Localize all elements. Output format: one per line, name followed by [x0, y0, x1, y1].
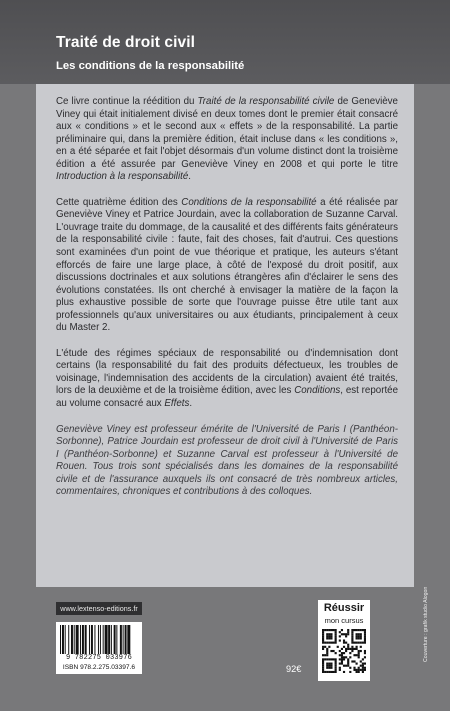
qr-module	[339, 650, 341, 652]
qr-module	[351, 633, 353, 635]
barcode-bar	[65, 625, 66, 654]
qr-module	[322, 654, 324, 656]
qr-module	[356, 654, 358, 656]
qr-module	[358, 671, 360, 673]
badge-title: Réussir	[323, 602, 365, 614]
barcode-bar	[125, 625, 127, 654]
qr-module	[335, 660, 337, 662]
qr-module	[364, 629, 366, 631]
qr-module	[351, 648, 353, 650]
qr-module	[341, 658, 343, 660]
qr-module	[341, 629, 343, 631]
barcode-bar	[100, 625, 101, 654]
barcode-bar	[82, 625, 84, 654]
qr-module	[326, 650, 328, 652]
qr-module	[322, 635, 324, 637]
qr-module	[326, 667, 328, 669]
qr-module	[328, 665, 330, 667]
qr-module	[322, 637, 324, 639]
qr-module	[341, 663, 343, 665]
qr-module	[328, 646, 330, 648]
italic-run-3: Effets	[164, 398, 190, 410]
text-run-2: a été réalisée par Geneviève Viney et Patrice Jourdain, avec la collaboration de Suzanne Carval. L'ouvrage traite du dommage, de la causalité et des différents faits générateurs de la responsabilité civile : faute, fait des choses, fait d'autrui. Ces questions sont examinées d'un point de vue théorique et pratique, les auteurs s'étant efforcés de faire une large place, à côté de l'exposé du droit positif, aux discussions doctrinales et aux solutions étrangères afin d'éclairer le sens des évolutions constatées. Ils ont cherché à envisager la matière de la façon la plus exhaustive possible de sorte que l'ouvrage puisse être utile tant aux professionnels qu'aux universitaires ou aux étudiants, principalement à ceux du Master 2.	[56, 196, 398, 334]
qr-module	[324, 671, 326, 673]
qr-module	[330, 635, 332, 637]
qr-module	[339, 669, 341, 671]
qr-module	[332, 650, 334, 652]
qr-module	[341, 656, 343, 658]
barcode-bar	[127, 625, 130, 654]
qr-module	[360, 650, 362, 652]
qr-module	[356, 648, 358, 650]
qr-module	[330, 650, 332, 652]
qr-module	[343, 671, 345, 673]
qr-module	[339, 663, 341, 665]
qr-module	[347, 631, 349, 633]
qr-module	[335, 658, 337, 660]
text-run-0: Ce livre continue la réédition du	[56, 96, 198, 107]
qr-module	[330, 667, 332, 669]
qr-module	[351, 642, 353, 644]
qr-module	[322, 667, 324, 669]
qr-module	[328, 637, 330, 639]
qr-module	[358, 633, 360, 635]
qr-module	[349, 667, 351, 669]
qr-module	[326, 648, 328, 650]
qr-module	[360, 629, 362, 631]
qr-module	[351, 646, 353, 648]
qr-module	[364, 669, 366, 671]
qr-module	[326, 629, 328, 631]
qr-module	[330, 637, 332, 639]
qr-module	[347, 660, 349, 662]
qr-module	[362, 667, 364, 669]
blurb-paragraph-3	[56, 348, 398, 411]
qr-module	[343, 656, 345, 658]
qr-module	[322, 633, 324, 635]
italic-run-1: Conditions de la responsabilité	[181, 196, 317, 208]
barcode-bar	[98, 625, 99, 654]
text-run-0: Cette quatrième édition des	[56, 196, 182, 208]
qr-module	[335, 663, 337, 665]
qr-module	[360, 665, 362, 667]
qr-module	[343, 658, 345, 660]
qr-module	[322, 665, 324, 667]
barcode-bar	[103, 625, 104, 654]
qr-module	[343, 633, 345, 635]
qr-module	[356, 633, 358, 635]
text-run-4: .	[188, 171, 191, 183]
barcode-bar	[62, 625, 64, 654]
barcode-bar	[74, 625, 75, 654]
qr-module	[362, 665, 364, 667]
qr-module	[351, 629, 353, 631]
text-run-2: de Geneviève Viney qui était initialement divisé en deux tomes dont le premier était consacré aux « conditions » et le second aux « effets » de la responsabilité. La partie préliminaire qui, dans la première édition, était incluse dans « les conditions », en a été séparée et fait l'objet désormais d'un volume distinct dont la troisième édition a été assurée par Geneviève Viney en 2008 et qui porte le titre	[56, 96, 398, 170]
qr-module	[347, 663, 349, 665]
qr-module	[326, 665, 328, 667]
qr-module	[343, 665, 345, 667]
price: 92€	[286, 664, 302, 674]
qr-module	[330, 658, 332, 660]
qr-module	[330, 671, 332, 673]
qr-module	[353, 660, 355, 662]
qr-module	[341, 633, 343, 635]
italic-run-1: Conditions	[294, 385, 341, 397]
qr-module	[351, 660, 353, 662]
qr-module	[322, 631, 324, 633]
qr-module	[335, 629, 337, 631]
qr-module	[360, 635, 362, 637]
qr-module	[360, 646, 362, 648]
barcode-bar	[80, 625, 81, 654]
qr-module	[322, 629, 324, 631]
barcode-bar	[111, 625, 112, 654]
qr-module	[341, 652, 343, 654]
qr-module	[364, 639, 366, 641]
barcode-bar	[60, 625, 61, 654]
qr-module	[360, 669, 362, 671]
qr-module	[322, 669, 324, 671]
blurb-paragraph-2	[56, 197, 398, 335]
qr-module	[330, 633, 332, 635]
qr-module	[362, 671, 364, 673]
qr-module	[364, 635, 366, 637]
qr-module	[360, 660, 362, 662]
author-bio-text: Geneviève Viney est professeur émérite de l'Université de Paris I (Panthéon-Sorbonne), Patrice Jourdain est professeur de droit civil à l'Université de Paris I (Panthéon-Sorbonne) et Suzanne Carval est professeur à l'Université de Rouen. Tous trois sont spécialisés dans les domaines de la responsabilité civile et de l'assurance auxquels ils ont consacré de très nombreux articles, commentaires, chroniques et contributions à des colloques.	[56, 423, 398, 498]
qr-module	[322, 648, 324, 650]
qr-module	[328, 671, 330, 673]
qr-module	[335, 665, 337, 667]
qr-module	[356, 671, 358, 673]
qr-module	[349, 648, 351, 650]
qr-module	[339, 631, 341, 633]
qr-module	[326, 652, 328, 654]
qr-module	[322, 646, 324, 648]
qr-module	[364, 633, 366, 635]
qr-module	[328, 642, 330, 644]
qr-module	[353, 667, 355, 669]
qr-module	[364, 631, 366, 633]
qr-module	[339, 654, 341, 656]
qr-module	[322, 639, 324, 641]
qr-module	[364, 656, 366, 658]
qr-module	[326, 633, 328, 635]
qr-module	[328, 633, 330, 635]
qr-module	[332, 658, 334, 660]
qr-module	[322, 660, 324, 662]
qr-module	[364, 652, 366, 654]
qr-module	[335, 652, 337, 654]
qr-module	[345, 635, 347, 637]
qr-module	[345, 665, 347, 667]
barcode-bar	[120, 625, 122, 654]
qr-module	[351, 637, 353, 639]
qr-module	[330, 665, 332, 667]
qr-module	[358, 667, 360, 669]
qr-module	[362, 658, 364, 660]
barcode-bar	[94, 625, 95, 654]
qr-module	[356, 642, 358, 644]
qr-module	[328, 658, 330, 660]
reussir-badge	[318, 600, 370, 681]
qr-module	[362, 663, 364, 665]
qr-module	[347, 665, 349, 667]
qr-module	[330, 663, 332, 665]
qr-module	[324, 629, 326, 631]
qr-module	[335, 669, 337, 671]
qr-module	[339, 667, 341, 669]
qr-module	[358, 635, 360, 637]
qr-module	[353, 654, 355, 656]
qr-module	[328, 635, 330, 637]
barcode-bar	[68, 625, 69, 654]
qr-module	[349, 652, 351, 654]
barcode-bar	[76, 625, 79, 654]
qr-module	[345, 656, 347, 658]
qr-module	[335, 671, 337, 673]
qr-module	[343, 639, 345, 641]
publisher-website: www.lextenso-editions.fr	[56, 602, 142, 615]
qr-module	[343, 642, 345, 644]
qr-module	[335, 639, 337, 641]
qr-module	[339, 639, 341, 641]
qr-module	[358, 642, 360, 644]
qr-module	[353, 669, 355, 671]
qr-module	[326, 654, 328, 656]
qr-module	[347, 646, 349, 648]
qr-module	[347, 658, 349, 660]
qr-module	[356, 637, 358, 639]
qr-module	[330, 629, 332, 631]
qr-module	[353, 648, 355, 650]
qr-module	[341, 654, 343, 656]
author-bio	[56, 424, 398, 499]
barcode-bar	[71, 625, 73, 654]
qr-module	[335, 633, 337, 635]
qr-module	[332, 629, 334, 631]
qr-module	[362, 642, 364, 644]
qr-module	[324, 642, 326, 644]
barcode-bar	[89, 625, 90, 654]
qr-module	[335, 667, 337, 669]
qr-module	[332, 671, 334, 673]
qr-module	[349, 656, 351, 658]
qr-module	[364, 642, 366, 644]
barcode	[56, 622, 142, 674]
qr-module	[326, 658, 328, 660]
qr-module	[349, 671, 351, 673]
barcode-bar	[91, 625, 93, 654]
qr-module	[324, 654, 326, 656]
badge-subtitle: mon cursus	[324, 616, 364, 625]
qr-module	[322, 671, 324, 673]
isbn: ISBN 978.2.275.03397.6	[62, 664, 136, 671]
qr-module	[335, 642, 337, 644]
blurb	[56, 96, 398, 499]
qr-module	[335, 635, 337, 637]
qr-code-icon	[322, 629, 366, 673]
barcode-bar	[114, 625, 116, 654]
qr-module	[324, 658, 326, 660]
qr-module	[322, 663, 324, 665]
qr-module	[343, 646, 345, 648]
qr-module	[353, 642, 355, 644]
qr-module	[360, 633, 362, 635]
qr-module	[345, 648, 347, 650]
qr-module	[339, 658, 341, 660]
barcode-bar	[123, 625, 124, 654]
qr-module	[360, 637, 362, 639]
qr-module	[322, 658, 324, 660]
text-run-0: L'étude des régimes spéciaux de responsabilité ou d'indemnisation dont certains (la responsabilité du fait des produits défectueux, les troubles de voisinage, l'indemnisation des accidents de la circulation) avaient été traités, lors de la deuxième et de la troisième édition, avec les	[56, 347, 398, 397]
qr-module	[356, 629, 358, 631]
qr-module	[328, 667, 330, 669]
qr-module	[360, 642, 362, 644]
qr-module	[358, 652, 360, 654]
barcode-bar	[85, 625, 87, 654]
qr-module	[345, 642, 347, 644]
qr-module	[324, 646, 326, 648]
qr-module	[358, 629, 360, 631]
qr-module	[356, 635, 358, 637]
qr-module	[351, 650, 353, 652]
italic-run-1: Traité de la responsabilité civile	[197, 96, 335, 107]
qr-module	[358, 654, 360, 656]
book-subtitle: Les conditions de la responsabilité	[56, 60, 245, 72]
qr-module	[358, 656, 360, 658]
qr-module	[347, 633, 349, 635]
qr-module	[345, 633, 347, 635]
text-run-4: .	[189, 398, 193, 410]
barcode-number: 9 782275 033976	[65, 654, 132, 662]
qr-module	[358, 650, 360, 652]
qr-module	[364, 663, 366, 665]
qr-module	[339, 635, 341, 637]
qr-module	[364, 667, 366, 669]
qr-module	[364, 637, 366, 639]
text-run-2: , est reportée au volume consacré aux	[56, 385, 398, 410]
book-title: Traité de droit civil	[56, 34, 196, 51]
qr-module	[335, 637, 337, 639]
qr-module	[322, 642, 324, 644]
qr-module	[356, 663, 358, 665]
qr-module	[335, 631, 337, 633]
blurb-paragraph-1	[56, 96, 398, 184]
qr-module	[358, 637, 360, 639]
qr-module	[328, 629, 330, 631]
italic-run-3: Introduction à la responsabilité	[56, 171, 189, 183]
qr-module	[358, 669, 360, 671]
qr-module	[343, 652, 345, 654]
qr-module	[330, 642, 332, 644]
qr-module	[362, 629, 364, 631]
qr-module	[351, 635, 353, 637]
qr-module	[347, 629, 349, 631]
qr-module	[347, 648, 349, 650]
qr-module	[356, 646, 358, 648]
qr-module	[326, 642, 328, 644]
qr-module	[364, 650, 366, 652]
qr-module	[341, 648, 343, 650]
qr-module	[347, 644, 349, 646]
qr-module	[345, 650, 347, 652]
qr-module	[326, 671, 328, 673]
qr-module	[326, 663, 328, 665]
barcode-bar	[116, 625, 117, 654]
qr-module	[332, 642, 334, 644]
barcode-bar	[108, 625, 110, 654]
qr-module	[351, 631, 353, 633]
qr-module	[328, 663, 330, 665]
qr-module	[341, 660, 343, 662]
barcode-bars	[60, 625, 138, 654]
qr-module	[351, 639, 353, 641]
qr-module	[326, 637, 328, 639]
barcode-bar	[105, 625, 108, 654]
qr-module	[326, 635, 328, 637]
qr-module	[362, 669, 364, 671]
qr-module	[337, 646, 339, 648]
cover-credit: Couverture : grafik studio Alogon	[423, 586, 429, 662]
qr-module	[353, 629, 355, 631]
qr-module	[356, 669, 358, 671]
